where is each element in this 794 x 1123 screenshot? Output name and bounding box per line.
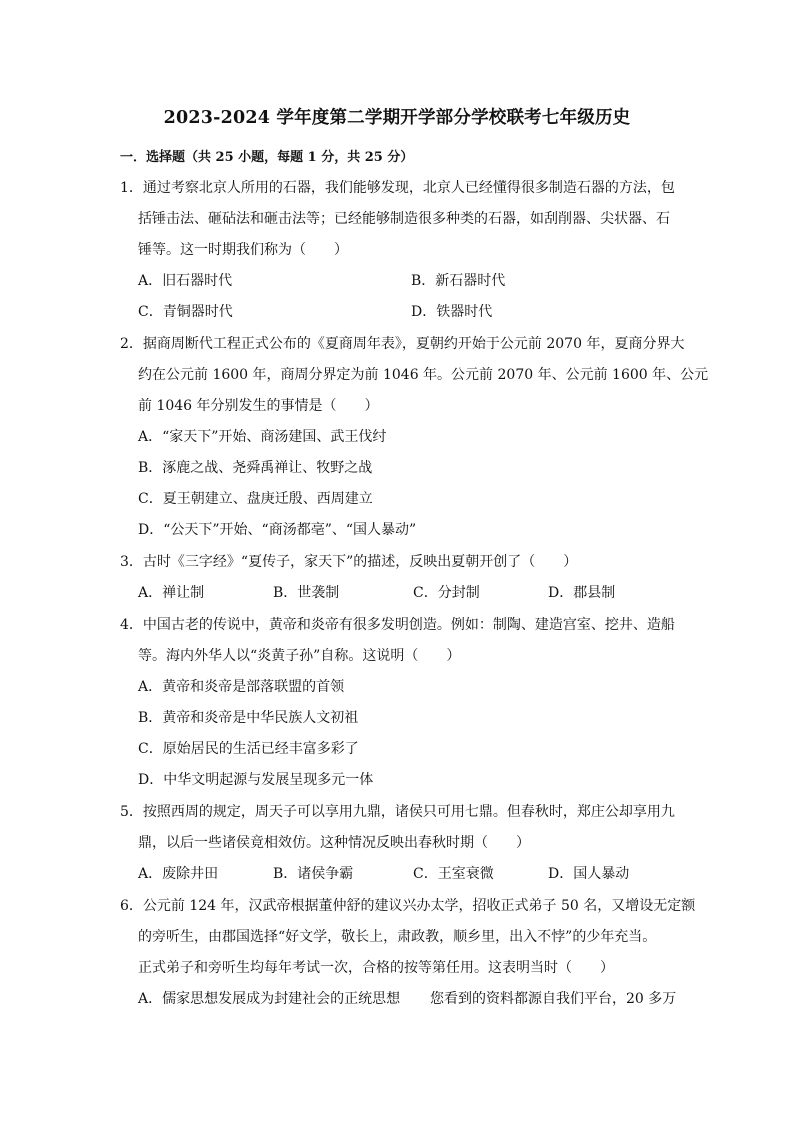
question-2-line-3: 前 1046 年分别发生的事情是（ ） xyxy=(138,398,379,414)
question-3-option-b[interactable]: B．世袭制 xyxy=(273,585,340,601)
question-1-line-2: 括锤击法、砸砧法和砸击法等；已经能够制造很多种类的石器，如刮削器、尖状器、石 xyxy=(138,211,670,227)
question-stem: 古时《三字经》“夏传子，家天下”的描述，反映出夏朝开创了（ ） xyxy=(142,554,578,570)
question-1-option-d[interactable]: D．铁器时代 xyxy=(411,304,493,320)
watermark-text: 您看到的资料都源自我们平台，20 多万 xyxy=(430,991,677,1007)
question-4-option-b[interactable]: B．黄帝和炎帝是中华民族人文初祖 xyxy=(138,710,359,726)
question-6-option-a[interactable]: A．儒家思想发展成为封建社会的正统思想 xyxy=(138,991,401,1007)
question-5-line-1 xyxy=(120,801,675,821)
question-number: 5． xyxy=(120,804,143,820)
question-number: 2． xyxy=(120,336,143,352)
question-6-line-2: 的旁听生，由郡国选择“好文学，敬长上，肃政教，顺乡里，出入不悖”的少年充当。 xyxy=(138,929,657,945)
question-1-option-b[interactable]: B．新石器时代 xyxy=(411,273,506,289)
question-4-option-d[interactable]: D．中华文明起源与发展呈现多元一体 xyxy=(138,772,374,788)
question-1-option-c[interactable]: C．青铜器时代 xyxy=(138,304,233,320)
question-6-line-3: 正式弟子和旁听生均每年考试一次，合格的按等第任用。这表明当时（ ） xyxy=(138,960,614,976)
section-heading: 一．选择题（共 25 小题，每题 1 分，共 25 分） xyxy=(120,150,414,165)
question-5-option-d[interactable]: D．国人暴动 xyxy=(548,866,630,882)
question-2-option-b[interactable]: B．涿鹿之战、尧舜禹禅让、牧野之战 xyxy=(138,460,373,476)
question-1-option-a[interactable]: A．旧石器时代 xyxy=(138,273,233,289)
question-2-option-d[interactable]: D．“公天下”开始、“商汤都亳”、“国人暴动” xyxy=(138,522,417,538)
question-2-option-c[interactable]: C．夏王朝建立、盘庚迁殷、西周建立 xyxy=(138,491,373,507)
question-number: 3． xyxy=(120,554,143,570)
question-4-line-1 xyxy=(120,614,675,634)
question-number: 1． xyxy=(120,180,143,196)
question-stem: 按照西周的规定，周天子可以享用九鼎，诸侯只可用七鼎。但春秋时，郑庄公却享用九 xyxy=(142,804,675,820)
question-stem: 通过考察北京人所用的石器，我们能够发现，北京人已经懂得很多制造石器的方法，包 xyxy=(142,180,675,196)
question-4-line-2: 等。海内外华人以“炎黄子孙”自称。这说明（ ） xyxy=(138,648,461,664)
question-5-line-2: 鼎，以后一些诸侯竟相效仿。这种情况反映出春秋时期（ ） xyxy=(138,835,530,851)
question-3-option-d[interactable]: D．郡县制 xyxy=(548,585,616,601)
question-5-option-a[interactable]: A．废除井田 xyxy=(138,866,219,882)
question-3-line-1 xyxy=(120,551,577,571)
question-number: 4． xyxy=(120,617,143,633)
question-1-line-1 xyxy=(120,177,675,197)
question-3-option-a[interactable]: A．禅让制 xyxy=(138,585,205,601)
question-2-line-2: 约在公元前 1600 年，商周分界定为前 1046 年。公元前 2070 年、公元前 1600 年、公元 xyxy=(138,367,709,383)
question-5-option-b[interactable]: B．诸侯争霸 xyxy=(273,866,354,882)
question-1-line-3: 锤等。这一时期我们称为（ ） xyxy=(138,242,348,258)
question-3-option-c[interactable]: C．分封制 xyxy=(413,585,480,601)
question-4-option-c[interactable]: C．原始居民的生活已经丰富多彩了 xyxy=(138,741,359,757)
question-number: 6． xyxy=(120,898,143,914)
question-4-option-a[interactable]: A．黄帝和炎帝是部落联盟的首领 xyxy=(138,679,345,695)
question-stem: 中国古老的传说中，黄帝和炎帝有很多发明创造。例如：制陶、建造宫室、挖井、造船 xyxy=(142,617,675,633)
question-2-option-a[interactable]: A．“家天下”开始、商汤建国、武王伐纣 xyxy=(138,429,387,445)
question-2-line-1 xyxy=(120,333,684,353)
question-stem: 公元前 124 年，汉武帝根据董仲舒的建议兴办太学，招收正式弟子 50 名，又增设无定额 xyxy=(142,898,696,914)
question-stem: 据商周断代工程正式公布的《夏商周年表》，夏朝约开始于公元前 2070 年，夏商分界大 xyxy=(142,336,685,352)
question-6-line-1 xyxy=(120,895,695,915)
question-5-option-c[interactable]: C．王室衰微 xyxy=(413,866,494,882)
exam-title: 2023-2024 学年度第二学期开学部分学校联考七年级历史 xyxy=(163,108,631,128)
